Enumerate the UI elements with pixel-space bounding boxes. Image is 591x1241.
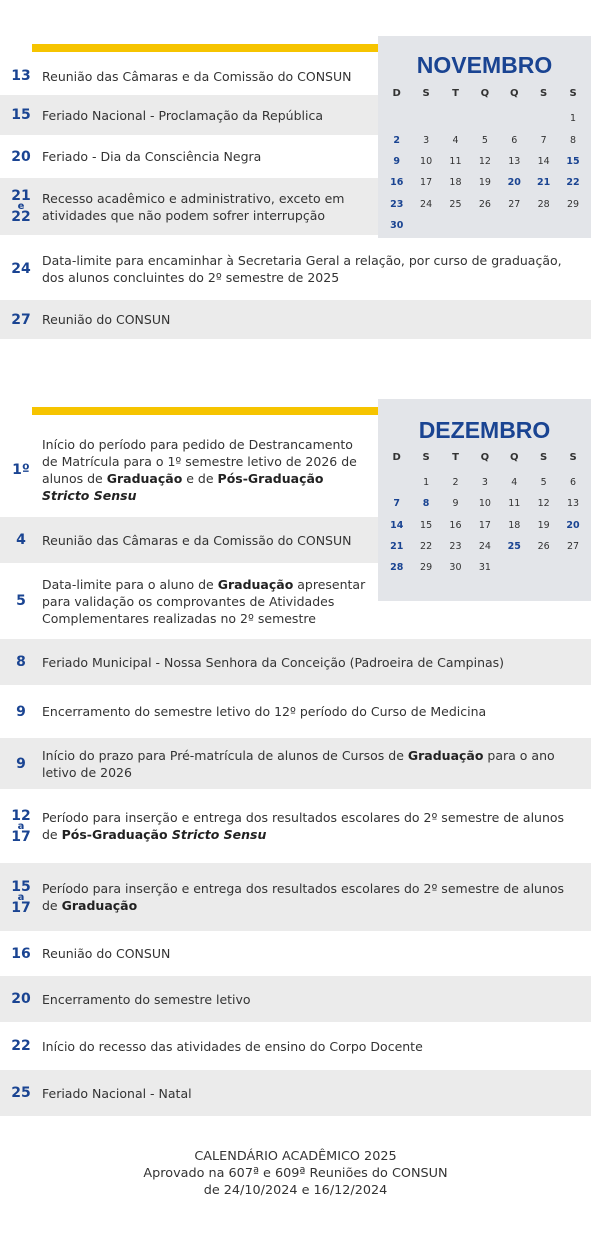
calendar-day: 19 <box>537 520 550 531</box>
calendar-day: 3 <box>481 477 488 488</box>
calendar-title: DEZEMBRO <box>418 417 551 443</box>
calendar-day: 1 <box>570 113 577 124</box>
event-day: 24 <box>11 261 31 277</box>
event-row <box>0 563 378 639</box>
event-text-bold: Graduação <box>407 747 484 763</box>
event-day-end: 22 <box>11 209 31 225</box>
event-text-line: Período para inserção e entrega dos resultados escolares do 2º semestre de alunos <box>42 810 565 825</box>
event-text-segment: e de <box>182 471 218 486</box>
calendar-week <box>382 220 588 231</box>
calendar-day: 25 <box>449 199 462 210</box>
weekday-header: Q <box>510 88 519 99</box>
event-day-start: 15 <box>11 878 31 895</box>
calendar-day <box>411 220 440 231</box>
calendar-day: 7 <box>540 135 547 146</box>
calendar-day <box>558 562 587 573</box>
calendar-day: 2 <box>452 477 459 488</box>
calendar-day: 12 <box>478 156 491 167</box>
calendar-day: 27 <box>508 199 521 210</box>
calendar-day: 23 <box>390 199 404 210</box>
event-text: Encerramento do semestre letivo do 12º período do Curso de Medicina <box>42 704 487 719</box>
calendar-day: 10 <box>478 498 491 509</box>
calendar-day: 5 <box>540 477 547 488</box>
event-day-range <box>0 880 42 915</box>
calendar-week <box>382 135 588 146</box>
event-day: 4 <box>16 532 26 548</box>
calendar-day: 10 <box>420 156 433 167</box>
calendar-day: 13 <box>566 498 580 509</box>
event-row <box>0 863 591 931</box>
event-day-start: 12 <box>11 807 31 824</box>
event-row <box>0 1022 591 1070</box>
weekday-header: D <box>392 452 401 463</box>
calendar-day: 22 <box>566 177 580 188</box>
calendar-day: 20 <box>507 177 521 188</box>
event-text: Início do recesso das atividades de ensino do Corpo Docente <box>42 1038 423 1054</box>
event-row <box>0 423 378 517</box>
calendar-day: 19 <box>478 177 491 188</box>
event-day: 9 <box>16 703 26 720</box>
event-day-separator: e <box>17 201 25 212</box>
weekday-header: S <box>540 452 548 463</box>
event-day: 25 <box>11 1085 31 1101</box>
event-text-bold: Pós-Graduação <box>217 471 324 486</box>
calendar-day <box>441 220 470 231</box>
calendar-week <box>382 199 588 210</box>
event-text-line: Período para inserção e entrega dos resultados escolares do 2º semestre de alunos <box>42 881 565 896</box>
calendar-day: 4 <box>452 135 459 146</box>
event-text-bold: Pós-Graduação <box>61 827 172 842</box>
event-row <box>0 238 591 300</box>
event-row <box>0 95 378 135</box>
event-row <box>0 931 591 976</box>
weekday-header: T <box>452 452 459 463</box>
calendar-day: 28 <box>390 562 404 573</box>
event-text-line <box>42 826 564 843</box>
event-day: 9 <box>16 755 26 772</box>
event-text-line <box>42 470 357 487</box>
calendar-day: 28 <box>537 199 550 210</box>
calendar-day: 14 <box>390 520 404 531</box>
event-row <box>0 685 591 738</box>
event-text-line: Data-limite para encaminhar à Secretaria Geral a relação, por curso de graduação, <box>42 253 562 268</box>
december-calendar <box>378 399 591 601</box>
calendar-day: 30 <box>449 562 462 573</box>
calendar-day: 16 <box>449 520 462 531</box>
event-text-bold-italic: Stricto Sensu <box>42 488 137 503</box>
event-day: 1º <box>12 462 30 478</box>
calendar-day: 11 <box>449 156 462 167</box>
calendar-week <box>382 156 588 167</box>
calendar-day: 26 <box>537 541 550 552</box>
calendar-day: 11 <box>508 498 521 509</box>
weekday-header: S <box>569 452 577 463</box>
event-day: 16 <box>11 945 31 962</box>
calendar-day <box>500 113 529 124</box>
event-day-separator: a <box>17 820 25 832</box>
event-text-line: dos alunos concluintes do 2º semestre de 2025 <box>42 270 340 285</box>
event-day-end: 17 <box>11 899 31 916</box>
weekday-header: T <box>452 88 459 99</box>
calendar-day: 21 <box>537 177 551 188</box>
calendar-day: 12 <box>537 498 550 509</box>
weekday-header: Q <box>510 452 519 463</box>
event-row <box>0 135 378 178</box>
event-text-line <box>42 487 357 504</box>
calendar-day: 29 <box>420 562 433 573</box>
calendar-day: 18 <box>449 177 462 188</box>
calendar-day: 20 <box>566 520 580 531</box>
calendar-day: 13 <box>508 156 521 167</box>
weekday-header: S <box>540 88 548 99</box>
calendar-day: 4 <box>511 477 518 488</box>
event-text-line: de Matrícula para o 1º semestre letivo de 2026 de <box>42 454 357 469</box>
calendar-day: 29 <box>566 199 580 210</box>
calendar-title: NOVEMBRO <box>416 52 553 78</box>
event-text <box>42 747 555 781</box>
event-text-bold-italic: Stricto Sensu <box>171 827 267 842</box>
event-day-range <box>0 189 42 224</box>
event-row <box>0 517 378 563</box>
calendar-week <box>382 541 588 552</box>
event-row <box>0 738 591 789</box>
yellow-accent-bar <box>32 407 408 415</box>
calendar-day: 9 <box>452 498 459 509</box>
november-calendar <box>378 36 591 238</box>
calendar-day: 24 <box>420 199 433 210</box>
calendar-day: 16 <box>390 177 404 188</box>
event-text-bold: Graduação <box>61 898 138 913</box>
event-text: Feriado Nacional - Proclamação da República <box>42 107 324 123</box>
event-text <box>42 880 564 914</box>
calendar-day: 25 <box>507 541 521 552</box>
calendar-week <box>382 498 588 509</box>
event-day: 20 <box>11 991 31 1007</box>
event-row <box>0 976 591 1022</box>
event-text: Reunião do CONSUN <box>42 946 171 961</box>
calendar-day <box>558 220 587 231</box>
event-day: 20 <box>11 148 31 165</box>
footer <box>0 1148 591 1199</box>
calendar-day: 6 <box>511 135 518 146</box>
event-day-separator: a <box>17 891 25 903</box>
event-day: 27 <box>11 311 31 328</box>
weekday-header: Q <box>480 88 490 99</box>
calendar-day: 23 <box>449 541 462 552</box>
calendar-day: 26 <box>478 199 491 210</box>
calendar-day: 9 <box>393 156 400 167</box>
calendar-day <box>470 220 499 231</box>
calendar-day: 30 <box>390 220 404 231</box>
calendar-day: 2 <box>393 135 400 146</box>
event-text-segment: de <box>42 898 62 913</box>
calendar-day: 31 <box>478 562 491 573</box>
event-text <box>42 252 562 286</box>
event-text-line: atividades que não podem sofrer interrupção <box>42 207 326 223</box>
event-text-line <box>42 897 564 914</box>
calendar-day <box>470 113 499 124</box>
event-text-line <box>42 747 555 764</box>
event-day: 22 <box>11 1038 31 1054</box>
calendar-day <box>411 113 440 124</box>
calendar-day: 7 <box>393 498 400 509</box>
event-text <box>42 190 344 224</box>
event-text-segment: alunos de <box>42 471 107 486</box>
event-text-line <box>42 576 365 593</box>
event-text: Encerramento do semestre letivo <box>42 991 251 1007</box>
event-text: Feriado Nacional - Natal <box>42 1085 192 1101</box>
event-text-line: Recesso acadêmico e administrativo, exceto em <box>42 190 345 206</box>
event-text: Feriado - Dia da Consciência Negra <box>42 149 262 164</box>
event-day: 13 <box>11 68 31 84</box>
event-day: 8 <box>16 654 26 670</box>
event-row <box>0 57 378 95</box>
event-text <box>42 436 357 504</box>
yellow-accent-bar <box>32 44 408 52</box>
event-text-segment: Início do prazo para Pré-matrícula de alunos de Cursos de <box>42 747 408 763</box>
calendar-day <box>382 477 411 488</box>
weekday-header: D <box>392 88 401 99</box>
event-row <box>0 300 591 339</box>
calendar-day: 17 <box>478 520 491 531</box>
calendar-day: 3 <box>423 135 430 146</box>
calendar-day <box>500 562 529 573</box>
event-text <box>42 809 564 843</box>
calendar-weekday-headers <box>382 452 588 463</box>
weekday-header: S <box>422 88 430 99</box>
weekday-header: S <box>422 452 430 463</box>
calendar-day <box>529 220 558 231</box>
event-day-end: 17 <box>11 828 31 845</box>
calendar-day: 5 <box>481 135 488 146</box>
event-text-line: letivo de 2026 <box>42 764 132 780</box>
footer-title: CALENDÁRIO ACADÊMICO 2025 <box>194 1149 397 1164</box>
calendar-week <box>382 562 588 573</box>
calendar-day <box>441 113 470 124</box>
event-text-segment: Data-limite para o aluno de <box>42 576 218 592</box>
event-text-line: para validação os comprovantes de Atividades <box>42 593 335 609</box>
event-row <box>0 639 591 685</box>
calendar-day: 24 <box>478 541 491 552</box>
calendar-day: 15 <box>566 156 580 167</box>
event-text <box>42 576 365 627</box>
calendar-day: 21 <box>390 541 404 552</box>
calendar-day: 14 <box>537 156 550 167</box>
weekday-header: S <box>569 88 577 99</box>
event-text-segment: apresentar <box>293 576 366 592</box>
event-text-segment: de <box>42 827 62 842</box>
event-day-range <box>0 809 42 844</box>
calendar-day <box>382 113 411 124</box>
calendar-day: 15 <box>420 520 433 531</box>
calendar-day: 1 <box>423 477 430 488</box>
calendar-day <box>529 113 558 124</box>
event-text: Reunião das Câmaras e da Comissão do CONSUN <box>42 68 352 84</box>
calendar-day: 8 <box>570 135 577 146</box>
calendar-day: 18 <box>508 520 521 531</box>
event-day: 5 <box>16 593 26 609</box>
event-text-line: Início do período para pedido de Destrancamento <box>42 437 353 452</box>
event-row <box>0 1070 591 1116</box>
calendar-day: 17 <box>420 177 433 188</box>
event-day: 15 <box>11 107 31 123</box>
calendar-week <box>382 520 588 531</box>
footer-dates: de 24/10/2024 e 16/12/2024 <box>203 1183 388 1198</box>
calendar-week <box>382 477 588 488</box>
calendar-week <box>382 113 588 124</box>
footer-approval: Aprovado na 607ª e 609ª Reuniões do CONSUN <box>143 1166 448 1181</box>
event-text: Reunião das Câmaras e da Comissão do CONSUN <box>42 532 352 548</box>
calendar-week <box>382 177 588 188</box>
event-text-bold: Graduação <box>217 576 294 592</box>
event-text: Feriado Municipal - Nossa Senhora da Conceição (Padroeira de Campinas) <box>42 654 505 670</box>
event-row <box>0 178 378 235</box>
event-text-segment: para o ano <box>483 747 555 763</box>
calendar-day: 6 <box>570 477 577 488</box>
calendar-day: 8 <box>422 498 430 509</box>
event-day-start: 21 <box>11 188 31 204</box>
calendar-day <box>529 562 558 573</box>
calendar-day: 22 <box>420 541 433 552</box>
calendar-day <box>500 220 529 231</box>
event-text-line: Complementares realizadas no 2º semestre <box>42 610 316 626</box>
event-row <box>0 789 591 863</box>
calendar-day: 27 <box>566 541 580 552</box>
weekday-header: Q <box>480 452 490 463</box>
event-text: Reunião do CONSUN <box>42 312 171 327</box>
calendar-weekday-headers <box>382 88 588 99</box>
event-text-bold: Graduação <box>106 471 183 486</box>
